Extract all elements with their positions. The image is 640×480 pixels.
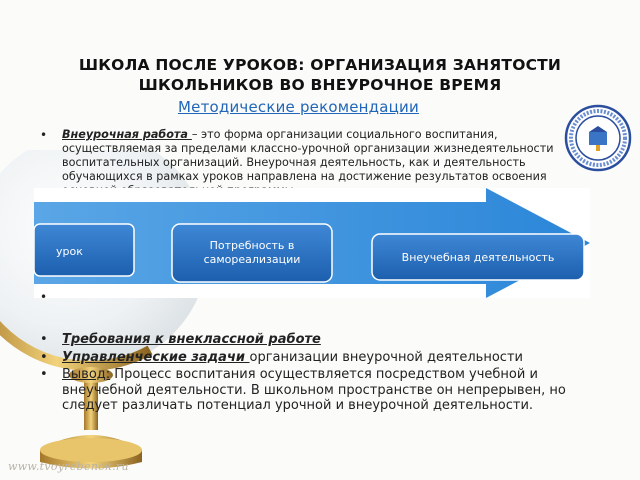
lower-bullets xyxy=(40,332,620,416)
diagram-label-extracurricular: Внеучебная деятельность xyxy=(401,251,555,264)
title-line-1: ШКОЛА ПОСЛЕ УРОКОВ: ОРГАНИЗАЦИЯ ЗАНЯТОСТИ xyxy=(78,56,562,74)
bullet-icon: • xyxy=(40,128,48,142)
tasks-bullet xyxy=(40,350,620,366)
diagram-box-lesson xyxy=(34,224,134,276)
bullet-icon: • xyxy=(40,367,48,382)
diagram-label-lesson: урок xyxy=(56,245,83,258)
subtitle-link[interactable]: Методические рекомендации xyxy=(178,98,419,116)
requirements-link[interactable]: Требования к внеклассной работе xyxy=(62,332,321,347)
bullet-icon: • xyxy=(40,332,48,347)
conclusion-text: Процесс воспитания осуществляется посредством учебной и внеучебной деятельности. В школьном пространстве он непрерывен, но следует различать потенциал урочной и внеурочной деятельности. xyxy=(62,367,566,413)
process-arrow-diagram xyxy=(34,188,590,298)
watermark-text: www.tvoyrebenok.ru xyxy=(8,460,129,473)
tasks-text: организации внеурочной деятельности xyxy=(249,349,523,365)
conclusion-bullet xyxy=(40,367,620,414)
definition-term: Внеурочная работа xyxy=(62,128,192,141)
bullet-icon: • xyxy=(40,349,48,365)
empty-bullet: • xyxy=(40,290,48,304)
slide-title xyxy=(20,55,620,95)
diagram-label-need-1: Потребность в xyxy=(209,239,295,252)
tasks-link[interactable]: Управленческие задачи xyxy=(62,349,250,365)
conclusion-term: Вывод: xyxy=(62,367,111,382)
definition-text: – это форма организации социального воспитания, осуществляемая за пределами классно-урочной организации жизнедеятельности воспитательных организаций. Внеурочная деятельность, как и деятельность обучающихся в рамках уроков направлена на достижение результатов освоения xyxy=(62,128,554,183)
diagram-label-need-2: самореализации xyxy=(203,253,301,266)
title-line-2: ШКОЛЬНИКОВ ВО ВНЕУРОЧНОЕ ВРЕМЯ xyxy=(138,76,502,94)
school-emblem-logo xyxy=(564,104,632,172)
requirements-bullet[interactable] xyxy=(40,332,620,348)
